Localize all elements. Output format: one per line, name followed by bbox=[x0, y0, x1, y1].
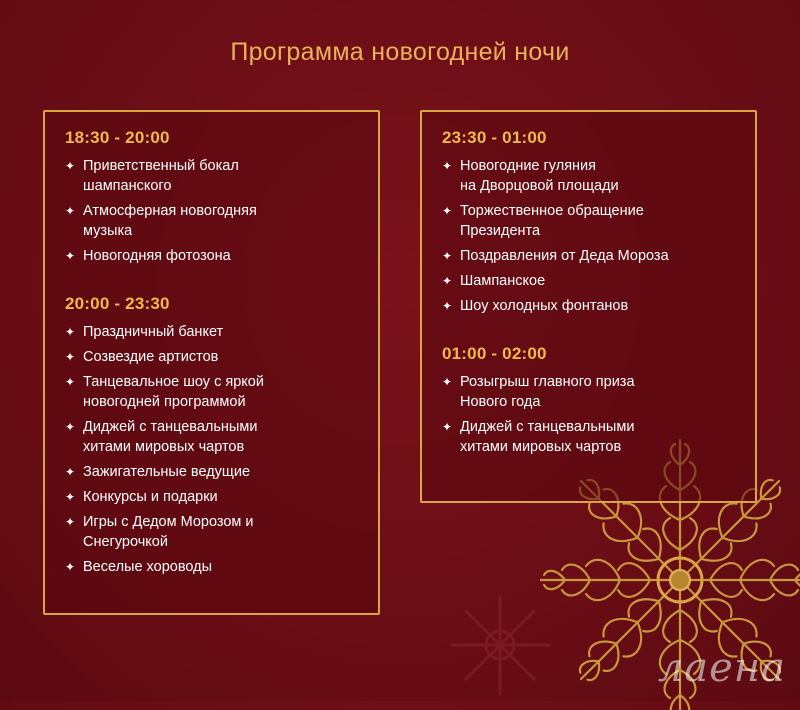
sparkle-icon: ✦ bbox=[442, 375, 453, 389]
sparkle-icon: ✦ bbox=[442, 249, 453, 263]
sparkle-icon: ✦ bbox=[442, 299, 453, 313]
list-item: ✦ Торжественное обращение Президента bbox=[442, 203, 644, 239]
faint-snowflake-icon bbox=[445, 590, 555, 700]
sparkle-icon: ✦ bbox=[65, 515, 76, 529]
list-item: ✦ Диджей с танцевальными хитами мировых чартов bbox=[442, 419, 635, 455]
sparkle-icon: ✦ bbox=[65, 560, 76, 574]
list-item: ✦ Шампанское bbox=[442, 273, 546, 289]
sparkle-icon: ✦ bbox=[65, 204, 76, 218]
list-item: ✦ Новогодние гуляния на Дворцовой площади bbox=[442, 158, 619, 194]
list-item: ✦ Диджей с танцевальными хитами мировых чартов bbox=[65, 419, 258, 455]
page-title: Программа новогодней ночи bbox=[230, 38, 570, 66]
sparkle-icon: ✦ bbox=[65, 350, 76, 364]
list-item: ✦ Зажигательные ведущие bbox=[65, 464, 251, 480]
sparkle-icon: ✦ bbox=[442, 204, 453, 218]
list-item: ✦ Праздничный банкет bbox=[65, 324, 224, 340]
sparkle-icon: ✦ bbox=[65, 420, 76, 434]
list-item: ✦ Новогодняя фотозона bbox=[65, 248, 231, 264]
brand-logo: лаена bbox=[657, 645, 786, 691]
schedule-block-2330 bbox=[442, 128, 735, 316]
schedule-block-0100 bbox=[442, 344, 735, 457]
sparkle-icon: ✦ bbox=[65, 249, 76, 263]
list-item: ✦ Розыгрыш главного приза Нового года bbox=[442, 374, 635, 410]
schedule-block-2000 bbox=[65, 294, 358, 577]
list-item: ✦ Поздравления от Деда Мороза bbox=[442, 248, 669, 264]
list-item: ✦ Созвездие артистов bbox=[65, 349, 219, 365]
list-item: ✦ Веселые хороводы bbox=[65, 559, 212, 575]
sparkle-icon: ✦ bbox=[65, 325, 76, 339]
sparkle-icon: ✦ bbox=[65, 465, 76, 479]
schedule-panel-left bbox=[43, 110, 380, 615]
sparkle-icon: ✦ bbox=[65, 375, 76, 389]
list-item: ✦ Танцевальное шоу с яркой новогодней программой bbox=[65, 374, 264, 410]
schedule-panel-right bbox=[420, 110, 757, 503]
list-item: ✦ Игры с Дедом Морозом и Снегурочкой bbox=[65, 514, 254, 550]
list-item: ✦ Приветственный бокал шампанского bbox=[65, 158, 239, 194]
time-range: 18:30 - 20:00 bbox=[65, 128, 170, 147]
schedule-block-1830 bbox=[65, 128, 358, 266]
list-item: ✦ Шоу холодных фонтанов bbox=[442, 298, 629, 314]
sparkle-icon: ✦ bbox=[65, 490, 76, 504]
time-range: 23:30 - 01:00 bbox=[442, 128, 547, 147]
sparkle-icon: ✦ bbox=[442, 420, 453, 434]
sparkle-icon: ✦ bbox=[442, 274, 453, 288]
time-range: 01:00 - 02:00 bbox=[442, 344, 547, 363]
time-range: 20:00 - 23:30 bbox=[65, 294, 170, 313]
sparkle-icon: ✦ bbox=[442, 159, 453, 173]
list-item: ✦ Конкурсы и подарки bbox=[65, 489, 218, 505]
list-item: ✦ Атмосферная новогодняя музыка bbox=[65, 203, 257, 239]
sparkle-icon: ✦ bbox=[65, 159, 76, 173]
